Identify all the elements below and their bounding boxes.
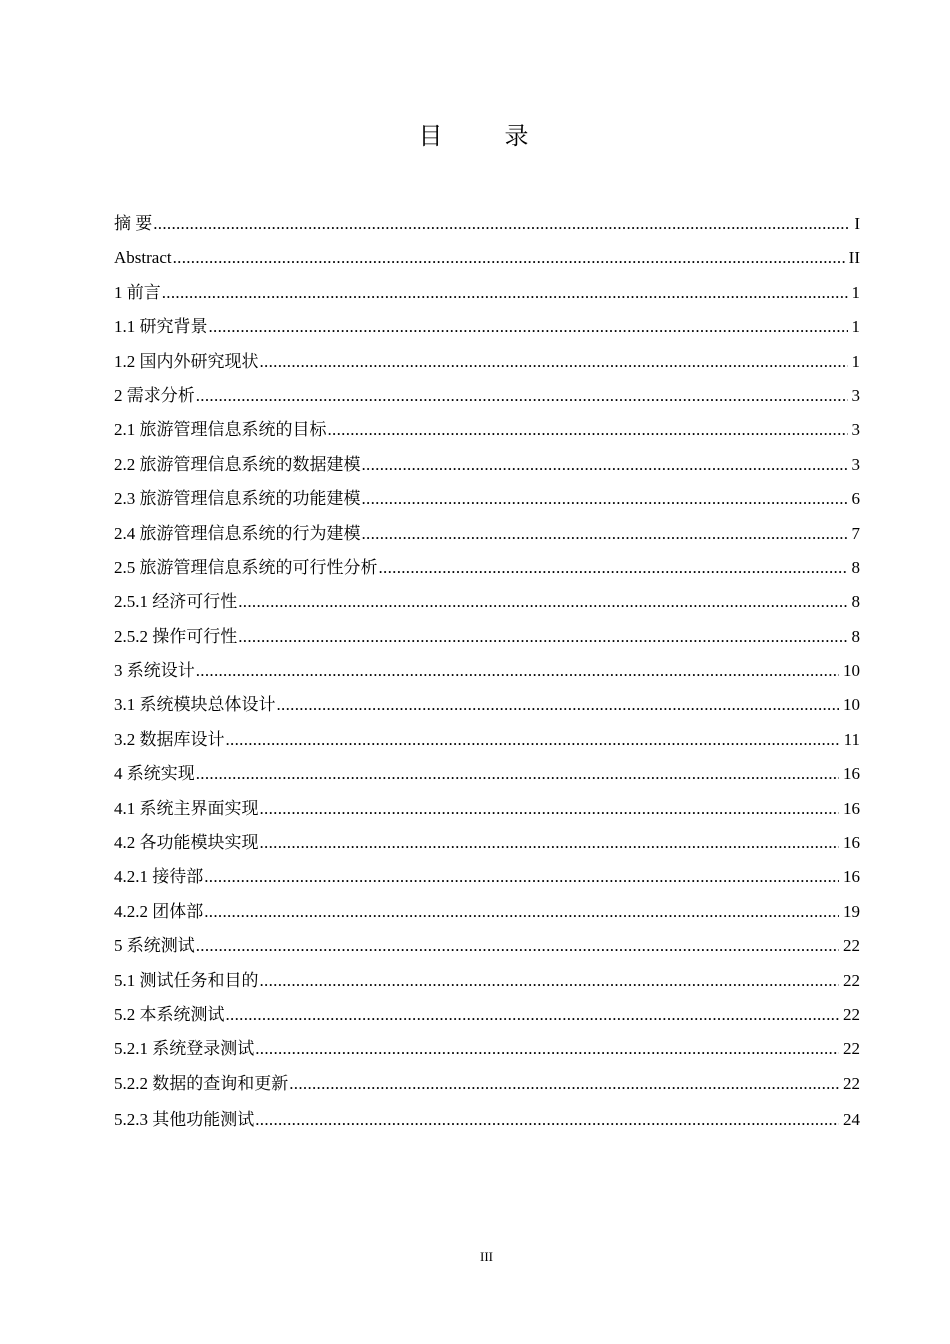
toc-entry-label: 4.2.1 接待部 — [114, 867, 204, 887]
toc-entry-label: 3 系统设计 — [114, 661, 195, 681]
dot-leader — [362, 482, 848, 516]
toc-entry-page: 22 — [843, 1073, 860, 1093]
dot-leader — [255, 1101, 839, 1138]
toc-entry-1-1[interactable] — [114, 310, 860, 344]
toc-entry-2-5[interactable] — [114, 551, 860, 585]
toc-entry-page: 22 — [843, 970, 860, 990]
toc-entry-label: 5.1 测试任务和目的 — [114, 970, 259, 990]
toc-entry-page: 8 — [851, 626, 860, 646]
toc-entry-5-2-2[interactable] — [114, 1067, 860, 1101]
toc-entry-page: 8 — [851, 592, 860, 612]
toc-entry-4[interactable] — [114, 757, 860, 791]
dot-leader — [204, 860, 839, 894]
dot-leader — [362, 448, 848, 482]
dot-leader — [238, 585, 847, 619]
toc-entry-page: 7 — [851, 523, 860, 543]
toc-entry-2-5-2[interactable] — [114, 620, 860, 654]
toc-entry-label: 4 系统实现 — [114, 764, 195, 784]
toc-entry-page: 16 — [843, 833, 860, 853]
dot-leader — [226, 998, 840, 1032]
toc-entry-label: 2.5.1 经济可行性 — [114, 592, 238, 612]
toc-entry-page: 6 — [851, 489, 860, 509]
dot-leader — [260, 826, 840, 860]
toc-entry-abstract-cn[interactable] — [114, 207, 860, 241]
toc-entry-page: 11 — [843, 729, 860, 749]
dot-leader — [260, 792, 840, 826]
toc-entry-label: 2.2 旅游管理信息系统的数据建模 — [114, 454, 361, 474]
toc-entry-page: 24 — [843, 1110, 860, 1130]
toc-entry-page: 3 — [851, 454, 860, 474]
toc-entry-label: 2.5 旅游管理信息系统的可行性分析 — [114, 557, 378, 577]
dot-leader — [277, 688, 840, 722]
toc-entry-page: 3 — [851, 385, 860, 405]
page-title: 目 录 — [418, 124, 557, 150]
toc-entry-5-2-1[interactable] — [114, 1032, 860, 1066]
dot-leader — [289, 1067, 839, 1101]
dot-leader — [226, 723, 840, 757]
toc-entry-label: 2 需求分析 — [114, 385, 195, 405]
toc-entry-label: 1 前言 — [114, 282, 161, 302]
toc-entry-4-2[interactable] — [114, 826, 860, 860]
toc-entry-4-2-1[interactable] — [114, 860, 860, 894]
toc-entry-label: 3.1 系统模块总体设计 — [114, 695, 276, 715]
toc-entry-2-4[interactable] — [114, 517, 860, 551]
toc-entry-page: 16 — [843, 764, 860, 784]
dot-leader — [255, 1032, 839, 1066]
toc-entry-page: 16 — [843, 867, 860, 887]
toc-entry-page: 3 — [851, 420, 860, 440]
toc-entry-page: 1 — [851, 282, 860, 302]
table-of-contents — [114, 207, 860, 1138]
toc-entry-5-2[interactable] — [114, 998, 860, 1032]
toc-entry-page: 22 — [843, 936, 860, 956]
dot-leader — [173, 241, 845, 275]
dot-leader — [379, 551, 848, 585]
toc-entry-label: 2.5.2 操作可行性 — [114, 626, 238, 646]
toc-entry-label: 3.2 数据库设计 — [114, 729, 225, 749]
toc-entry-2[interactable] — [114, 379, 860, 413]
toc-entry-5-1[interactable] — [114, 964, 860, 998]
dot-leader — [260, 345, 848, 379]
toc-entry-page: 1 — [851, 317, 860, 337]
dot-leader — [196, 757, 839, 791]
toc-entry-2-3[interactable] — [114, 482, 860, 516]
dot-leader — [153, 207, 850, 241]
toc-entry-3-1[interactable] — [114, 688, 860, 722]
toc-entry-3[interactable] — [114, 654, 860, 688]
toc-entry-label: 5.2.2 数据的查询和更新 — [114, 1073, 289, 1093]
toc-entry-2-2[interactable] — [114, 448, 860, 482]
toc-entry-page: I — [854, 214, 860, 233]
page-number-footer: III — [480, 1249, 493, 1264]
toc-entry-label: 5.2 本系统测试 — [114, 1004, 225, 1024]
toc-entry-page: 10 — [843, 695, 860, 715]
toc-entry-5[interactable] — [114, 929, 860, 963]
toc-entry-4-2-2[interactable] — [114, 895, 860, 929]
toc-entry-label: Abstract — [114, 248, 172, 268]
toc-entry-label: 1.1 研究背景 — [114, 317, 208, 337]
toc-entry-label: 4.2.2 团体部 — [114, 901, 204, 921]
toc-entry-page: 22 — [843, 1039, 860, 1059]
toc-entry-2-5-1[interactable] — [114, 585, 860, 619]
toc-entry-label: 4.2 各功能模块实现 — [114, 833, 259, 853]
toc-entry-1[interactable] — [114, 276, 860, 310]
dot-leader — [328, 413, 848, 447]
dot-leader — [238, 620, 847, 654]
toc-entry-page: 16 — [843, 798, 860, 818]
toc-entry-label: 1.2 国内外研究现状 — [114, 351, 259, 371]
toc-entry-page: 10 — [843, 661, 860, 681]
toc-entry-label: 2.1 旅游管理信息系统的目标 — [114, 420, 327, 440]
toc-entry-label: 摘 要 — [114, 214, 153, 233]
toc-entry-label: 5.2.1 系统登录测试 — [114, 1039, 255, 1059]
toc-entry-label: 5 系统测试 — [114, 936, 195, 956]
toc-entry-label: 2.3 旅游管理信息系统的功能建模 — [114, 489, 361, 509]
toc-entry-1-2[interactable] — [114, 345, 860, 379]
dot-leader — [260, 964, 840, 998]
toc-entry-page: 22 — [843, 1004, 860, 1024]
toc-entry-page: II — [848, 248, 860, 268]
dot-leader — [196, 379, 848, 413]
dot-leader — [162, 276, 848, 310]
toc-entry-label: 2.4 旅游管理信息系统的行为建模 — [114, 523, 361, 543]
toc-entry-5-2-3[interactable] — [114, 1101, 860, 1138]
toc-entry-label: 4.1 系统主界面实现 — [114, 798, 259, 818]
dot-leader — [196, 654, 839, 688]
toc-entry-page: 1 — [851, 351, 860, 371]
toc-entry-label: 5.2.3 其他功能测试 — [114, 1110, 255, 1130]
toc-entry-4-1[interactable] — [114, 792, 860, 826]
toc-entry-page: 8 — [851, 557, 860, 577]
dot-leader — [209, 310, 848, 344]
toc-entry-3-2[interactable] — [114, 723, 860, 757]
toc-entry-page: 19 — [843, 901, 860, 921]
dot-leader — [204, 895, 839, 929]
toc-entry-2-1[interactable] — [114, 413, 860, 447]
dot-leader — [362, 517, 848, 551]
dot-leader — [196, 929, 839, 963]
toc-entry-abstract-en[interactable] — [114, 241, 860, 275]
